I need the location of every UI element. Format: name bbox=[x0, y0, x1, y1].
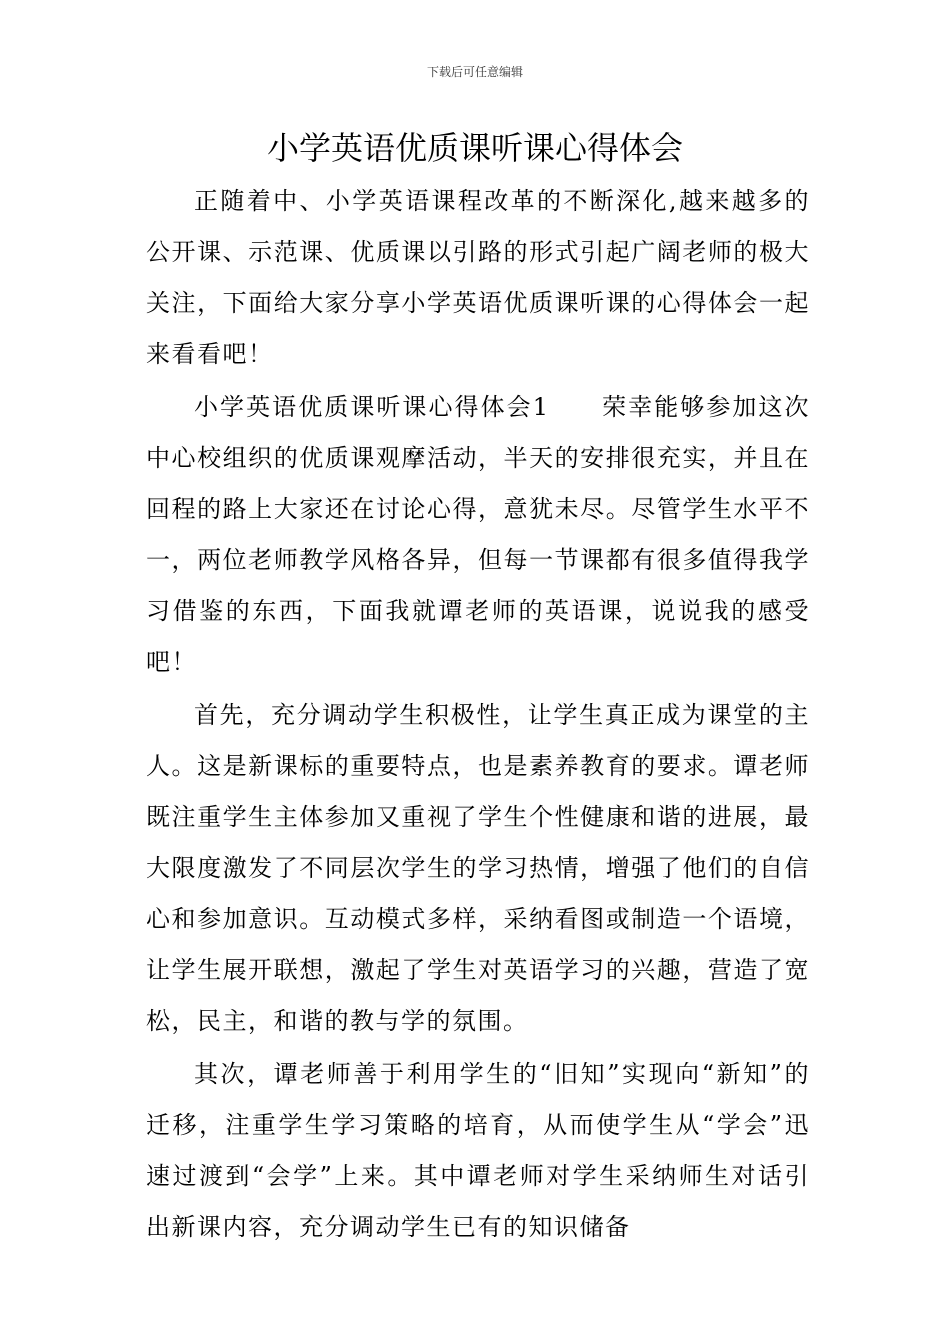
paragraph-first-point: 首先，充分调动学生积极性，让学生真正成为课堂的主人。这是新课标的重要特点，也是素养教育的要求。谭老师既注重学生主体参加又重视了学生个性健康和谐的进展，最大限度激发了不同层次学生的学习热情，增强了他们的自信心和参加意识。互动模式多样，采纳看图或制造一个语境，让学生展开联想，激起了学生对英语学习的兴趣，营造了宽松，民主，和谐的教与学的氛围。 bbox=[146, 701, 810, 1035]
paragraph-intro: 正随着中、小学英语课程改革的不断深化,越来越多的公开课、示范课、优质课以引路的形式引起广阔老师的极大关注，下面给大家分享小学英语优质课听课的心得体会一起来看看吧！ bbox=[146, 187, 810, 368]
paragraph-second-point: 其次，谭老师善于利用学生的“旧知”实现向“新知”的迁移，注重学生学习策略的培育，从而使学生从“学会”迅速过渡到“会学”上来。其中谭老师对学生采纳师生对话引出新课内容，充分调动学生已有的知识储备 bbox=[146, 1060, 810, 1241]
header-note: 下载后可任意编辑 bbox=[426, 65, 523, 79]
document-title: 小学英语优质课听课心得体会 bbox=[266, 129, 683, 167]
paragraph-section-1: 小学英语优质课听课心得体会1 荣幸能够参加这次中心校组织的优质课观摩活动，半天的安排很充实，并且在回程的路上大家还在讨论心得，意犹未尽。尽管学生水平不一，两位老师教学风格各异，但每一节课都有很多值得我学习借鉴的东西，下面我就谭老师的英语课，说说我的感受吧！ bbox=[146, 393, 810, 676]
document-body bbox=[146, 176, 810, 1253]
